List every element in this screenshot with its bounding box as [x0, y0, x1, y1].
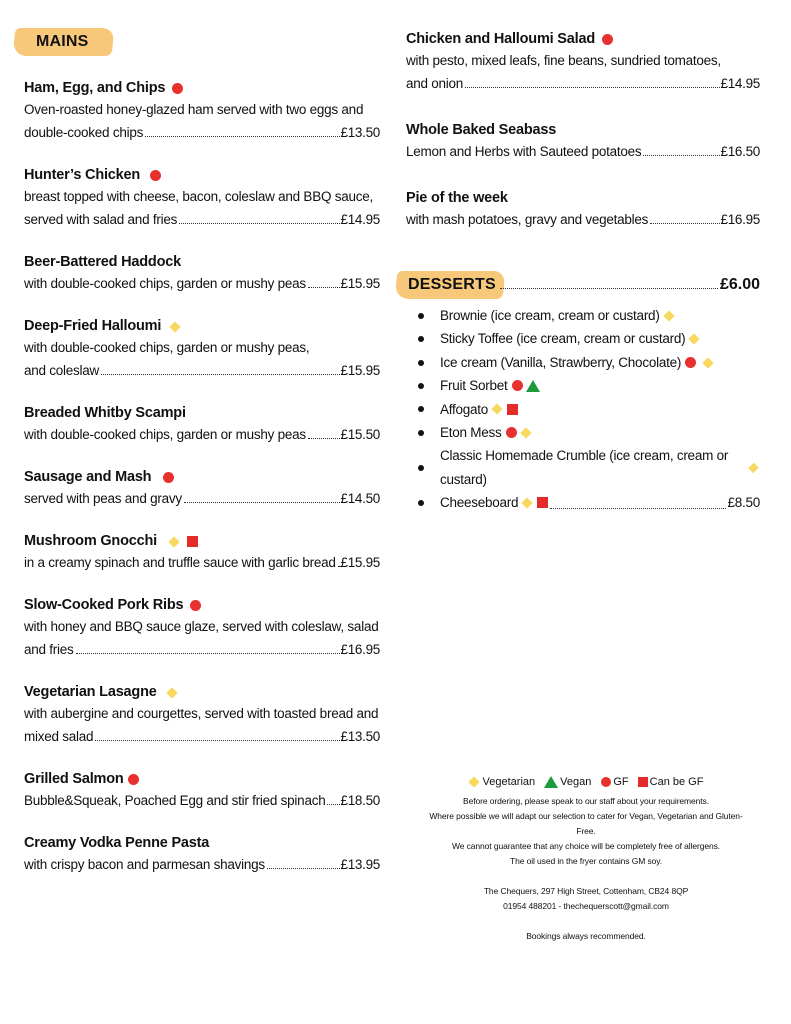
legend-label: Vegan — [560, 776, 592, 788]
item-description: with double-cooked chips, garden or mushy peas — [24, 427, 306, 442]
item-price: £16.95 — [720, 212, 760, 227]
bookings-note: Bookings always recommended. — [526, 931, 646, 941]
address: The Chequers, 297 High Street, Cottenham, CB24 8QP — [483, 886, 689, 896]
leader-dots — [650, 223, 719, 224]
item-description: breast topped with cheese, bacon, coleslaw and BBQ sauce, — [24, 189, 373, 204]
item-description: with double-cooked chips, garden or mushy peas — [24, 276, 306, 291]
item-description: served with peas and gravy — [24, 491, 182, 506]
item-description: and coleslaw — [24, 363, 100, 378]
gf-icon — [506, 427, 517, 438]
item-name: Sausage and Mash — [24, 469, 152, 485]
can-be-gf-icon — [187, 536, 198, 547]
leader-dots — [179, 223, 339, 224]
item-description: and fries — [24, 642, 74, 657]
item-price: £15.50 — [340, 427, 380, 442]
vegetarian-icon — [702, 357, 713, 368]
dessert-name: Ice cream (Vanilla, Strawberry, Chocolate) — [440, 354, 682, 370]
desserts-heading: DESSERTS — [406, 273, 498, 296]
can-be-gf-icon — [507, 404, 518, 415]
item-price: £16.95 — [340, 642, 380, 657]
item-name: Deep-Fried Halloumi — [24, 318, 162, 334]
notice-line: Where possible we will adapt our selection to cater for Vegan, Vegetarian and Gluten-Free. — [429, 811, 743, 836]
bullet-icon — [418, 500, 424, 506]
leader-dots — [500, 288, 718, 289]
item-name: Hunter’s Chicken — [24, 167, 141, 183]
bullet-icon — [418, 383, 424, 389]
can-be-gf-icon — [638, 777, 648, 787]
item-description: with aubergine and courgettes, served with toasted bread and — [24, 706, 379, 721]
item-name: Vegetarian Lasagne — [24, 684, 157, 700]
item-price: £14.95 — [720, 76, 760, 91]
leader-dots — [145, 136, 339, 137]
menu-item — [24, 596, 380, 661]
leader-dots — [465, 87, 719, 88]
dessert-name: Brownie (ice cream, cream or custard) — [440, 308, 660, 323]
item-description: Lemon and Herbs with Sauteed potatoes — [406, 144, 642, 159]
vegan-icon — [544, 776, 558, 788]
item-description: in a creamy spinach and truffle sauce with garlic bread — [24, 555, 336, 570]
menu-item — [24, 532, 380, 574]
dessert-name: Classic Homemade Crumble (ice cream, cream or custard) — [440, 448, 729, 487]
dietary-legend — [426, 776, 746, 788]
notice-line: Before ordering, please speak to our staff about your requirements. — [463, 796, 709, 806]
gf-icon — [128, 774, 139, 785]
item-price: £13.95 — [340, 857, 380, 872]
list-item — [418, 491, 760, 514]
vegetarian-icon — [663, 310, 674, 321]
leader-dots — [327, 804, 339, 805]
item-description: and onion — [406, 76, 464, 91]
bullet-icon — [418, 360, 424, 366]
dessert-name: Cheeseboard — [440, 495, 519, 511]
leader-dots — [95, 740, 339, 741]
mains-heading: MAINS — [24, 30, 107, 53]
gf-icon — [190, 600, 201, 611]
leader-dots — [184, 502, 340, 503]
bullet-icon — [418, 313, 424, 319]
leader-dots — [308, 438, 340, 439]
gf-icon — [602, 34, 613, 45]
legend-label: GF — [613, 776, 629, 788]
item-description: Oven-roasted honey-glazed ham served with two eggs and — [24, 102, 364, 117]
dessert-name: Sticky Toffee (ice cream, cream or custard) — [440, 331, 686, 347]
notice-line: The oil used in the fryer contains GM soy. — [509, 856, 663, 866]
item-description: double-cooked chips — [24, 125, 144, 140]
item-name: Beer-Battered Haddock — [24, 254, 181, 270]
gf-icon — [163, 472, 174, 483]
list-item — [418, 398, 760, 421]
gf-icon — [172, 83, 183, 94]
item-price: £15.95 — [340, 276, 380, 291]
menu-item — [24, 166, 380, 231]
legend-label: Can be GF — [649, 776, 704, 788]
item-name: Breaded Whitby Scampi — [24, 405, 186, 421]
item-name: Ham, Egg, and Chips — [24, 80, 166, 96]
vegetarian-icon — [468, 776, 479, 787]
vegetarian-icon — [689, 333, 700, 344]
item-name: Pie of the week — [406, 190, 508, 206]
item-description: with honey and BBQ sauce glaze, served with coleslaw, salad — [24, 619, 379, 634]
item-name: Grilled Salmon — [24, 771, 124, 787]
list-item — [418, 304, 760, 327]
menu-item — [24, 770, 380, 812]
item-name: Mushroom Gnocchi — [24, 533, 157, 549]
gf-icon — [512, 380, 523, 391]
menu-item — [24, 404, 380, 446]
gf-icon — [685, 357, 696, 368]
vegetarian-icon — [748, 462, 759, 473]
legend-label: Vegetarian — [482, 776, 536, 788]
item-price: £14.50 — [340, 491, 380, 506]
item-price: £8.50 — [727, 495, 760, 511]
menu-item — [24, 683, 380, 748]
gf-icon — [601, 777, 611, 787]
bullet-icon — [418, 430, 424, 436]
leader-dots — [550, 496, 726, 509]
mains-column — [24, 30, 380, 898]
menu-item — [406, 189, 760, 231]
desserts-list — [406, 304, 760, 515]
item-description: Bubble&Squeak, Poached Egg and stir fried spinach — [24, 793, 326, 808]
leader-dots — [267, 868, 340, 869]
vegetarian-icon — [166, 687, 177, 698]
item-name: Whole Baked Seabass — [406, 122, 557, 138]
desserts-price: £6.00 — [719, 276, 760, 293]
menu-item — [406, 121, 760, 163]
list-item — [418, 444, 760, 491]
menu-item — [24, 468, 380, 510]
item-name: Slow-Cooked Pork Ribs — [24, 597, 184, 613]
item-description: with crispy bacon and parmesan shavings — [24, 857, 265, 872]
vegetarian-icon — [170, 321, 181, 332]
item-price: £15.95 — [340, 555, 380, 570]
right-column — [406, 30, 760, 515]
vegetarian-icon — [520, 427, 531, 438]
item-description: mixed salad — [24, 729, 94, 744]
item-price: £16.50 — [720, 144, 760, 159]
notice-line: We cannot guarantee that any choice will be completely free of allergens. — [451, 841, 720, 851]
bullet-icon — [418, 336, 424, 342]
item-price: £13.50 — [340, 729, 380, 744]
can-be-gf-icon — [537, 497, 548, 508]
list-item — [418, 421, 760, 444]
menu-item — [24, 253, 380, 295]
item-description: with pesto, mixed leafs, fine beans, sundried tomatoes, — [406, 53, 721, 68]
contact: 01954 488201 - thechequerscott@gmail.com — [503, 901, 669, 911]
leader-dots — [338, 566, 340, 567]
item-description: with double-cooked chips, garden or mushy peas, — [24, 340, 310, 355]
menu-item — [24, 79, 380, 144]
item-description: with mash potatoes, gravy and vegetables — [406, 212, 649, 227]
list-item — [418, 374, 760, 397]
item-price: £18.50 — [340, 793, 380, 808]
item-price: £15.95 — [340, 363, 380, 378]
allergen-footer — [426, 776, 746, 944]
vegan-icon — [526, 380, 540, 392]
leader-dots — [101, 374, 339, 375]
dessert-name: Affogato — [440, 401, 489, 417]
menu-item — [24, 834, 380, 876]
leader-dots — [643, 155, 719, 156]
item-name: Creamy Vodka Penne Pasta — [24, 835, 210, 851]
item-price: £14.95 — [340, 212, 380, 227]
dessert-name: Eton Mess — [440, 425, 502, 441]
vegetarian-icon — [491, 404, 502, 415]
allergen-notice — [426, 794, 746, 944]
list-item — [418, 351, 760, 374]
menu-item — [406, 30, 760, 95]
item-price: £13.50 — [340, 125, 380, 140]
menu-item — [24, 317, 380, 382]
leader-dots — [76, 653, 340, 654]
list-item — [418, 327, 760, 350]
vegetarian-icon — [168, 536, 179, 547]
gf-icon — [150, 170, 161, 181]
bullet-icon — [418, 406, 424, 412]
dessert-name: Fruit Sorbet — [440, 378, 508, 394]
desserts-header — [406, 273, 760, 296]
item-description: served with salad and fries — [24, 212, 178, 227]
vegetarian-icon — [522, 497, 533, 508]
item-name: Chicken and Halloumi Salad — [406, 31, 595, 47]
bullet-icon — [418, 465, 424, 471]
leader-dots — [308, 287, 340, 288]
